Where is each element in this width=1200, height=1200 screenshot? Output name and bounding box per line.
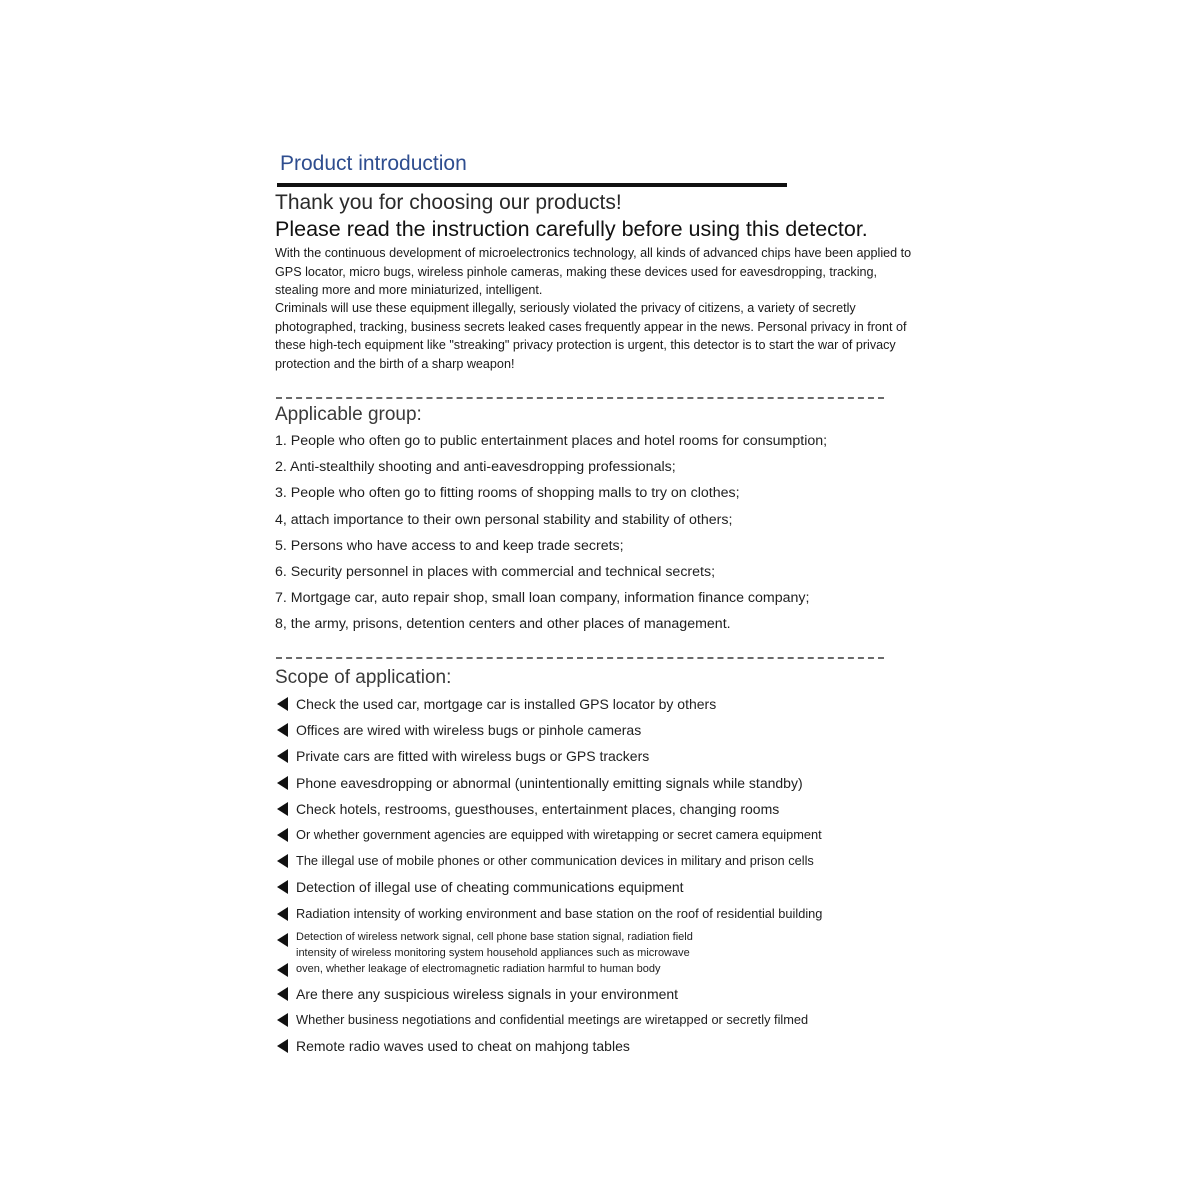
list-item: 4, attach importance to their own personal stability and stability of others; bbox=[275, 511, 733, 528]
triangle-bullet-icon bbox=[277, 749, 288, 763]
list-item: 1. People who often go to public entertainment places and hotel rooms for consumption; bbox=[275, 433, 828, 449]
list-item: 5. Persons who have access to and keep trade secrets; bbox=[275, 537, 624, 554]
intro-paragraph-1: With the continuous development of microelectronics technology, all kinds of advanced chips have been applied to GPS locator, micro bugs, wireless pinhole cameras, making these devices used for eavesdropping, tracking, stealing more and more miniaturized, intelligent. bbox=[275, 246, 912, 297]
list-item: 3. People who often go to fitting rooms of shopping malls to try on clothes; bbox=[275, 485, 740, 502]
scope-item-text: Offices are wired with wireless bugs or pinhole cameras bbox=[296, 722, 642, 739]
scope-item-text: Or whether government agencies are equipped with wiretapping or secret camera equipment bbox=[296, 826, 822, 842]
applicable-group-list bbox=[275, 431, 827, 641]
triangle-bullet-icon bbox=[277, 907, 288, 921]
scope-item-text: Private cars are fitted with wireless bugs or GPS trackers bbox=[296, 748, 650, 765]
dashed-divider bbox=[276, 657, 884, 659]
triangle-bullet-icon bbox=[277, 776, 288, 790]
triangle-bullet-icon bbox=[277, 828, 288, 842]
scope-item-text: The illegal use of mobile phones or other communication devices in military and prison cells bbox=[296, 853, 814, 869]
triangle-bullet-icon bbox=[277, 697, 288, 711]
scope-item-text: Phone eavesdropping or abnormal (unintentionally emitting signals while standby) bbox=[296, 774, 803, 791]
scope-item-text: Check the used car, mortgage car is installed GPS locator by others bbox=[296, 696, 717, 712]
triangle-bullet-icon bbox=[277, 1013, 288, 1027]
intro-paragraph-2: Criminals will use these equipment illegally, seriously violated the privacy of citizens, a variety of secretly photographed, tracking, business secrets leaked cases frequently appear in the news. Personal privacy in front of these high-tech equipment like "streaking" privacy protection is urgent, this detector is to start the war of privacy protection and the birth of a sharp weapon! bbox=[275, 301, 907, 371]
triangle-bullet-icon bbox=[277, 1039, 288, 1053]
scope-item-text: Radiation intensity of working environment and base station on the roof of residential building bbox=[296, 905, 823, 921]
read-instruction-line: Please read the instruction carefully before using this detector. bbox=[275, 217, 868, 241]
thanks-line: Thank you for choosing our products! bbox=[275, 191, 622, 214]
triangle-bullet-icon bbox=[277, 963, 288, 977]
scope-item-line: intensity of wireless monitoring system household appliances such as microwave bbox=[296, 946, 690, 959]
list-item: 2. Anti-stealthily shooting and anti-eavesdropping professionals; bbox=[275, 459, 676, 476]
section-title-product-introduction: Product introduction bbox=[280, 152, 467, 175]
list-item: 8, the army, prisons, detention centers and other places of management. bbox=[275, 616, 731, 633]
list-item: 6. Security personnel in places with commercial and technical secrets; bbox=[275, 563, 716, 580]
scope-of-application-heading: Scope of application: bbox=[275, 667, 452, 688]
scope-item-text: Detection of illegal use of cheating communications equipment bbox=[296, 879, 684, 896]
triangle-bullet-icon bbox=[277, 880, 288, 894]
scope-item-line: Detection of wireless network signal, cell phone base station signal, radiation field bbox=[296, 930, 693, 943]
applicable-group-heading: Applicable group: bbox=[275, 404, 422, 425]
scope-item-text: Whether business negotiations and confidential meetings are wiretapped or secretly filmed bbox=[296, 1011, 809, 1027]
triangle-bullet-icon bbox=[277, 723, 288, 737]
scope-item-text: Check hotels, restrooms, guesthouses, entertainment places, changing rooms bbox=[296, 800, 780, 817]
triangle-bullet-icon bbox=[277, 987, 288, 1001]
dashed-divider bbox=[276, 397, 884, 399]
triangle-bullet-icon bbox=[277, 933, 288, 947]
scope-item-text: Are there any suspicious wireless signals in your environment bbox=[296, 985, 679, 1002]
scope-item-line: oven, whether leakage of electromagnetic radiation harmful to human body bbox=[296, 962, 661, 975]
title-underline bbox=[277, 183, 787, 187]
list-item: 7. Mortgage car, auto repair shop, small loan company, information finance company; bbox=[275, 590, 810, 607]
triangle-bullet-icon bbox=[277, 802, 288, 816]
scope-item-text: Remote radio waves used to cheat on mahjong tables bbox=[296, 1038, 630, 1055]
scope-item-text bbox=[296, 929, 693, 977]
triangle-bullet-icon bbox=[277, 854, 288, 868]
